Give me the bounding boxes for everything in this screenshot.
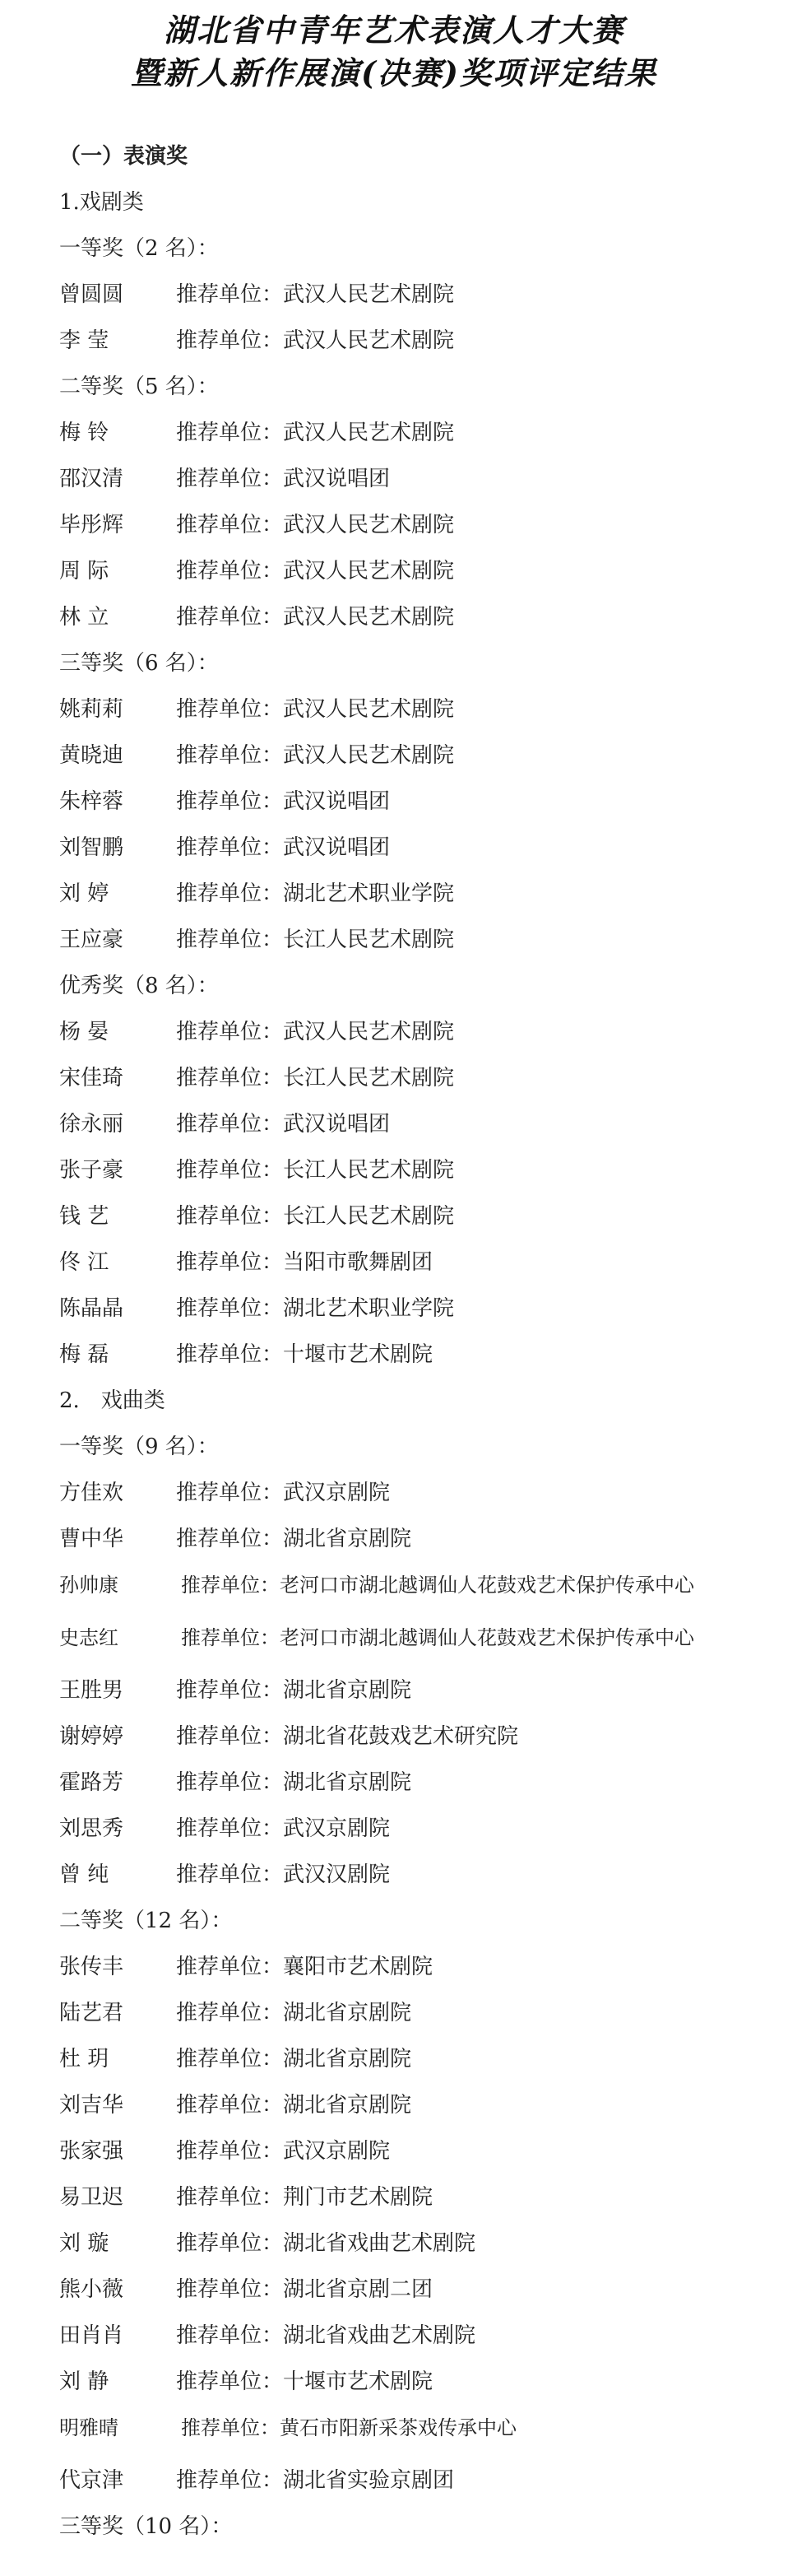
awardee-name: 刘 璇 (59, 2231, 109, 2256)
recommending-unit: 推荐单位：武汉说唱团 (176, 789, 391, 814)
section-heading: （一）表演奖 (59, 144, 188, 169)
award-entry (59, 1766, 411, 1799)
award-entry (59, 785, 390, 818)
awardee-name: 梅 铃 (59, 421, 109, 445)
recommending-unit: 推荐单位：湖北艺术职业学院 (176, 881, 455, 906)
awardee-name: 梅 磊 (59, 1342, 109, 1367)
recommending-unit: 推荐单位：当阳市歌舞剧团 (176, 1250, 433, 1275)
recommending-unit: 推荐单位：湖北省京剧二团 (176, 2277, 433, 2302)
award-entry (59, 2411, 517, 2444)
recommending-unit: 推荐单位：长江人民艺术剧院 (176, 1066, 455, 1090)
award-entry (59, 1200, 454, 1233)
awardee-name: 刘 静 (59, 2369, 109, 2394)
awardee-name: 曾 纯 (59, 1862, 109, 1887)
award-entry (59, 1621, 694, 1654)
award-tier-label: 三等奖（6 名）： (59, 651, 219, 676)
awardee-name: 李 莹 (59, 328, 109, 353)
award-tier-label: 二等奖（5 名）： (59, 374, 219, 399)
recommending-unit: 推荐单位：武汉人民艺术剧院 (176, 421, 455, 445)
award-entry (59, 831, 390, 864)
awardee-name: 田肖肖 (59, 2323, 124, 2348)
award-entry (59, 2365, 433, 2398)
awardee-name: 邵汉清 (59, 467, 124, 491)
awardee-name: 刘吉华 (59, 2093, 124, 2118)
awardee-name: 毕彤辉 (59, 513, 124, 537)
recommending-unit: 推荐单位：长江人民艺术剧院 (176, 928, 455, 952)
awardee-name: 孙帅康 (59, 1574, 118, 1597)
recommending-unit: 推荐单位：湖北省实验京剧团 (176, 2468, 455, 2493)
document-title-line2: 暨新人新作展演(决赛)奖项评定结果 (131, 54, 657, 91)
awardee-name: 佟 江 (59, 1250, 109, 1275)
recommending-unit: 推荐单位：武汉人民艺术剧院 (176, 743, 455, 768)
award-tier-label: 二等奖（12 名）： (59, 1909, 233, 1933)
award-entry (59, 2089, 411, 2122)
awardee-name: 杨 晏 (59, 1020, 109, 1044)
recommending-unit: 推荐单位：武汉汉剧院 (176, 1862, 391, 1887)
award-entry (59, 877, 454, 910)
award-entry (59, 2181, 433, 2214)
award-entry (59, 1569, 694, 1602)
recommending-unit: 推荐单位：湖北省京剧院 (176, 1527, 412, 1551)
recommending-unit: 推荐单位：十堰市艺术剧院 (176, 2369, 433, 2394)
category-heading: 2. 戏曲类 (59, 1388, 165, 1413)
award-entry (59, 1997, 411, 2030)
award-entry (59, 1338, 433, 1371)
awardee-name: 宋佳琦 (59, 1066, 124, 1090)
awardee-name: 方佳欢 (59, 1481, 124, 1505)
award-entry (59, 693, 454, 726)
recommending-unit: 推荐单位：武汉说唱团 (176, 835, 391, 860)
awardee-name: 谢婷婷 (59, 1724, 124, 1749)
awardee-name: 史志红 (59, 1626, 118, 1649)
recommending-unit: 推荐单位：湖北省京剧院 (176, 2001, 412, 2025)
awardee-name: 朱梓蓉 (59, 789, 124, 814)
award-entry (59, 1951, 433, 1983)
awardee-name: 曾圆圆 (59, 282, 124, 307)
awardee-name: 张子豪 (59, 1158, 124, 1183)
award-entry (59, 1523, 411, 1555)
awardee-name: 张家强 (59, 2139, 124, 2164)
award-entry (59, 555, 454, 588)
awardee-name: 张传丰 (59, 1955, 124, 1979)
award-entry (59, 601, 454, 634)
awardee-name: 杜 玥 (59, 2047, 109, 2071)
awardee-name: 熊小薇 (59, 2277, 124, 2302)
award-entry (59, 2273, 433, 2306)
award-entry (59, 1812, 390, 1845)
awardee-name: 王应豪 (59, 928, 124, 952)
awardee-name: 黄晓迪 (59, 743, 124, 768)
awardee-name: 明雅晴 (59, 2416, 118, 2439)
award-tier-label: 一等奖（2 名）： (59, 236, 219, 261)
award-entry (59, 2227, 475, 2260)
recommending-unit: 推荐单位：十堰市艺术剧院 (176, 1342, 433, 1367)
awardee-name: 刘 婷 (59, 881, 109, 906)
awardee-name: 霍路芳 (59, 1770, 124, 1795)
awardee-name: 王胜男 (59, 1678, 124, 1703)
awardee-name: 陆艺君 (59, 2001, 124, 2025)
document-title-line1: 湖北省中青年艺术表演人才大赛 (163, 12, 624, 49)
award-entry (59, 1292, 454, 1325)
recommending-unit: 推荐单位：襄阳市艺术剧院 (176, 1955, 433, 1979)
recommending-unit: 推荐单位：湖北艺术职业学院 (176, 1296, 455, 1321)
award-entry (59, 463, 390, 495)
award-entry (59, 1154, 454, 1187)
award-entry (59, 739, 454, 772)
recommending-unit: 推荐单位：湖北省京剧院 (176, 2047, 412, 2071)
award-entry (59, 324, 454, 357)
recommending-unit: 推荐单位：武汉京剧院 (176, 1816, 391, 1841)
recommending-unit: 推荐单位：武汉人民艺术剧院 (176, 513, 455, 537)
awardee-name: 曹中华 (59, 1527, 124, 1551)
recommending-unit: 推荐单位：武汉人民艺术剧院 (176, 559, 455, 584)
recommending-unit: 推荐单位：荆门市艺术剧院 (176, 2185, 433, 2210)
awardee-name: 林 立 (59, 605, 109, 630)
awardee-name: 刘智鹏 (59, 835, 124, 860)
award-entry (59, 1858, 390, 1891)
awardee-name: 周 际 (59, 559, 109, 584)
award-entry (59, 1476, 390, 1509)
award-entry (59, 1016, 454, 1049)
recommending-unit: 推荐单位：武汉人民艺术剧院 (176, 1020, 455, 1044)
awardee-name: 刘思秀 (59, 1816, 124, 1841)
recommending-unit: 推荐单位：武汉人民艺术剧院 (176, 605, 455, 630)
recommending-unit: 推荐单位：武汉京剧院 (176, 1481, 391, 1505)
award-entry (59, 923, 454, 956)
award-entry (59, 509, 454, 542)
recommending-unit: 推荐单位：武汉说唱团 (176, 467, 391, 491)
recommending-unit: 推荐单位：武汉人民艺术剧院 (176, 282, 455, 307)
recommending-unit: 推荐单位：湖北省京剧院 (176, 2093, 412, 2118)
award-entry (59, 2464, 454, 2497)
recommending-unit: 推荐单位：老河口市湖北越调仙人花鼓戏艺术保护传承中心 (181, 1574, 694, 1597)
award-entry (59, 1246, 433, 1279)
award-entry (59, 278, 454, 311)
awardee-name: 陈晶晶 (59, 1296, 124, 1321)
awardee-name: 姚莉莉 (59, 697, 124, 722)
award-tier-label: 一等奖（9 名）： (59, 1434, 219, 1459)
recommending-unit: 推荐单位：湖北省戏曲艺术剧院 (176, 2231, 476, 2256)
award-entry (59, 1108, 390, 1141)
recommending-unit: 推荐单位：长江人民艺术剧院 (176, 1204, 455, 1229)
award-tier-label: 优秀奖（8 名）： (59, 974, 219, 998)
recommending-unit: 推荐单位：武汉京剧院 (176, 2139, 391, 2164)
awardee-name: 代京津 (59, 2468, 124, 2493)
awardee-name: 徐永丽 (59, 1112, 124, 1137)
award-entry (59, 416, 454, 449)
award-entry (59, 1674, 411, 1707)
recommending-unit: 推荐单位：湖北省戏曲艺术剧院 (176, 2323, 476, 2348)
award-tier-label: 三等奖（10 名）： (59, 2514, 233, 2539)
award-entry (59, 2319, 475, 2352)
recommending-unit: 推荐单位：武汉说唱团 (176, 1112, 391, 1137)
award-entry (59, 2135, 390, 2168)
awardee-name: 钱 艺 (59, 1204, 109, 1229)
recommending-unit: 推荐单位：长江人民艺术剧院 (176, 1158, 455, 1183)
recommending-unit: 推荐单位：湖北省京剧院 (176, 1770, 412, 1795)
recommending-unit: 推荐单位：老河口市湖北越调仙人花鼓戏艺术保护传承中心 (181, 1626, 694, 1649)
recommending-unit: 推荐单位：黄石市阳新采茶戏传承中心 (181, 2416, 517, 2439)
award-entry (59, 1062, 454, 1095)
recommending-unit: 推荐单位：武汉人民艺术剧院 (176, 697, 455, 722)
recommending-unit: 推荐单位：湖北省京剧院 (176, 1678, 412, 1703)
award-entry (59, 2043, 411, 2076)
awardee-name: 易卫迟 (59, 2185, 124, 2210)
award-entry (59, 1720, 518, 1753)
recommending-unit: 推荐单位：湖北省花鼓戏艺术研究院 (176, 1724, 519, 1749)
recommending-unit: 推荐单位：武汉人民艺术剧院 (176, 328, 455, 353)
category-heading: 1.戏剧类 (59, 190, 144, 215)
